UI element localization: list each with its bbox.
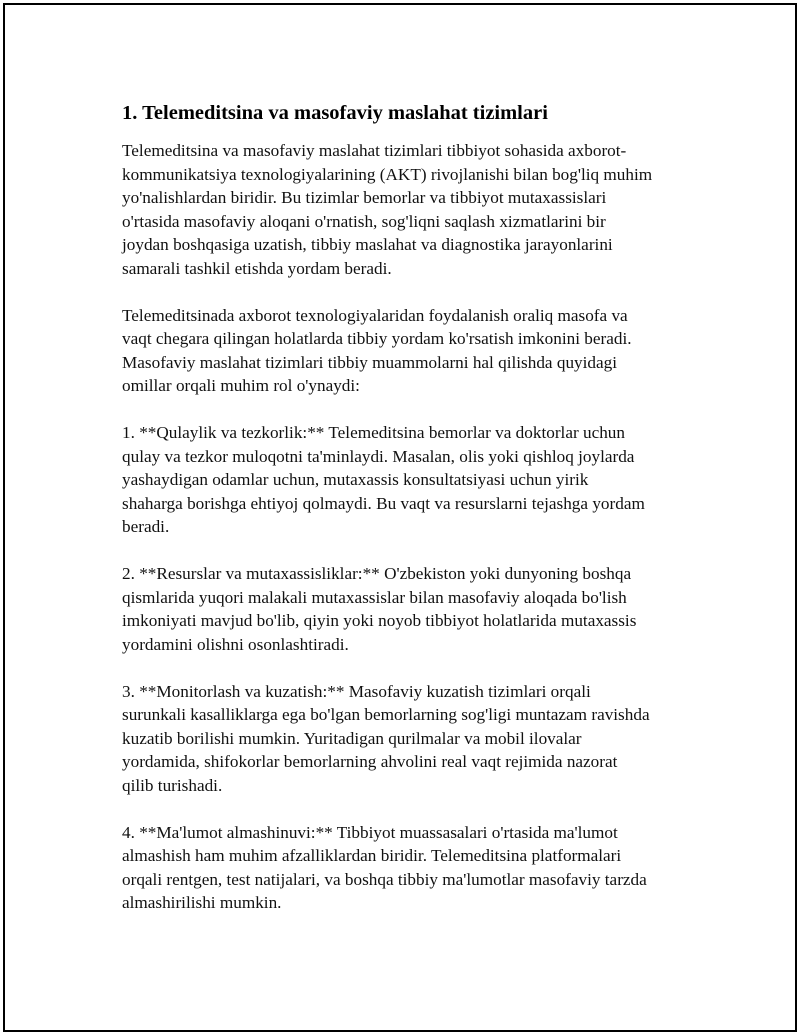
list-item-convenience: 1. **Qulaylik va tezkorlik:** Telemeditsina bemorlar va doktorlar uchun qulay va tezkor muloqotni ta'minlaydi. Masalan, olis yoki qishloq joylarda yashaydigan odamlar uchun, mutaxassis konsultatsiyasi uchun yirik shaharga borishga ehtiyoj qolmaydi. Bu vaqt va resurslarni tejashga yordam beradi. [122, 423, 645, 536]
paragraph-intro: Telemeditsina va masofaviy maslahat tizimlari tibbiyot sohasida axborot- kommunikatsiya texnologiyalarining (AKT) rivojlanishi bilan bog'liq muhim yo'nalishlardan biridir. Bu tizimlar bemorlar va tibbiyot mutaxassislari o'rtasida masofaviy aloqani o'rnatish, sog'liqni saqlash xizmatlarini bir joydan boshqasiga uzatish, tibbiy maslahat va diagnostika jarayonlarini samarali tashkil etishda yordam beradi. [122, 141, 653, 278]
list-item-resources: 2. **Resurslar va mutaxassisliklar:** O'zbekiston yoki dunyoning boshqa qismlarida yuqori malakali mutaxassislar bilan masofaviy aloqada bo'lish imkoniyati mavjud bo'lib, qiyin yoki noyob tibbiyot holatlarida mutaxassis yordamini olishni osonlashtiradi. [122, 564, 637, 654]
section-heading: 1. Telemeditsina va masofaviy maslahat tizimlari [122, 102, 548, 124]
list-item-monitoring: 3. **Monitorlash va kuzatish:** Masofaviy kuzatish tizimlari orqali surunkali kasalliklarga ega bo'lgan bemorlarning sog'ligi muntazam ravishda kuzatib borilishi mumkin. Yuritadigan qurilmalar va mobil ilovalar yordamida, shifokorlar bemorlarning ahvolini real vaqt rejimida nazorat qilib turishadi. [122, 681, 650, 795]
document-body [122, 100, 707, 938]
list-item-data-exchange: 4. **Ma'lumot almashinuvi:** Tibbiyot muassasalari o'rtasida ma'lumot almashish ham muhim afzalliklardan biridir. Telemeditsina platformalari orqali rentgen, test natijalari, va boshqa tibbiy ma'lumotlar masofaviy tarzda almashirilishi mumkin. [122, 822, 647, 912]
document-page [3, 3, 797, 1032]
paragraph-context: Telemeditsinada axborot texnologiyalaridan foydalanish oraliq masofa va vaqt chegara qilingan holatlarda tibbiy yordam ko'rsatish imkonini beradi. Masofaviy maslahat tizimlari tibbiy muammolarni hal qilishda quyidagi omillar orqali muhim rol o'ynaydi: [122, 305, 632, 395]
